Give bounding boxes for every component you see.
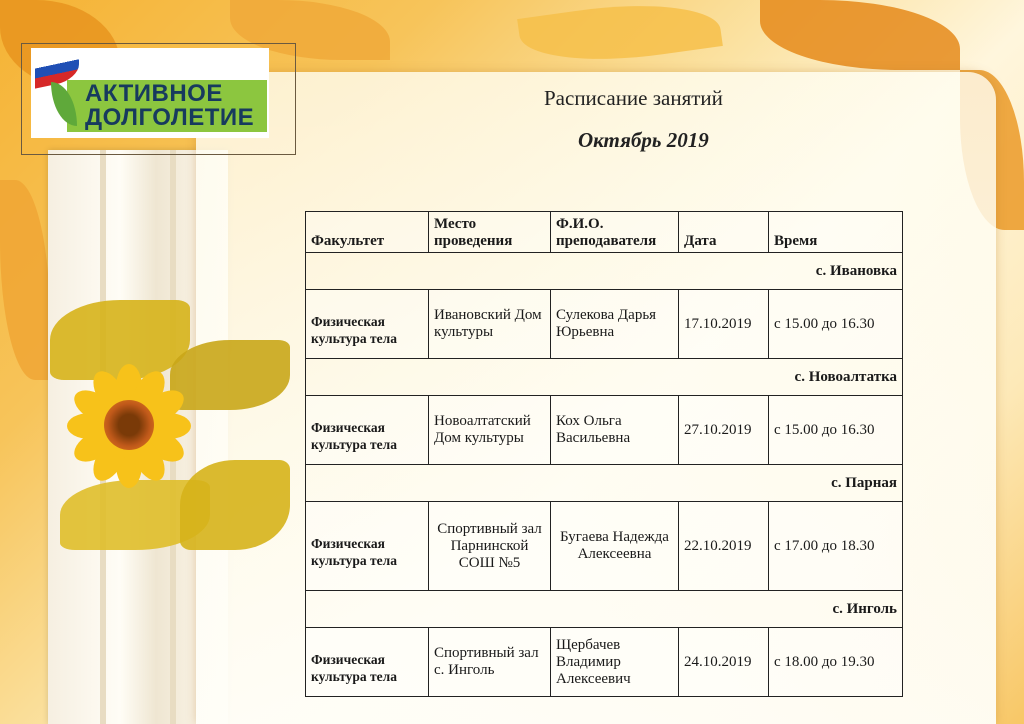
cell-time: с 18.00 до 19.30 [769,628,903,697]
cell-teacher: Сулекова Дарья Юрьевна [551,290,679,359]
village-row [306,591,903,628]
cell-faculty: Физическая культура тела [306,502,429,591]
logo-line-2: ДОЛГОЛЕТИЕ [85,104,255,131]
header-date: Дата [679,212,769,253]
cell-date: 22.10.2019 [679,502,769,591]
village-row [306,359,903,396]
yellow-leaf-decoration [180,460,290,550]
logo-text [85,82,254,130]
header-faculty: Факультет [306,212,429,253]
cell-faculty: Физическая культура тела [306,396,429,465]
cell-place: Спортивный зал с. Инголь [429,628,551,697]
page-title: Расписание занятий [544,86,723,110]
cell-time: с 15.00 до 16.30 [769,290,903,359]
logo-line-1: АКТИВНОЕ [85,80,223,107]
village-row [306,465,903,502]
table-row [306,628,903,697]
cell-faculty: Физическая культура тела [306,290,429,359]
autumn-leaf-decoration [0,180,50,380]
village-name: с. Парная [306,465,903,502]
cell-teacher: Кох Ольга Васильевна [551,396,679,465]
village-row [306,253,903,290]
header-place: Место проведения [429,212,551,253]
autumn-leaf-decoration [760,0,960,70]
table-row [306,290,903,359]
village-name: с. Инголь [306,591,903,628]
cell-faculty: Физическая культура тела [306,628,429,697]
cell-date: 24.10.2019 [679,628,769,697]
village-name: с. Новоалтатка [306,359,903,396]
table-row [306,396,903,465]
table-row [306,502,903,591]
cell-time: с 15.00 до 16.30 [769,396,903,465]
cell-date: 17.10.2019 [679,290,769,359]
cell-teacher: Бугаева Надежда Алексеевна [551,502,679,591]
table-header-row [306,212,903,253]
cell-place: Новоалтатский Дом культуры [429,396,551,465]
cell-date: 27.10.2019 [679,396,769,465]
cell-time: с 17.00 до 18.30 [769,502,903,591]
logo [31,48,269,138]
page-subtitle: Октябрь 2019 [578,128,709,152]
autumn-leaf-decoration [517,0,723,74]
header-time: Время [769,212,903,253]
header-teacher: Ф.И.О. преподавателя [551,212,679,253]
schedule-table [305,211,903,697]
cell-teacher: Щербачев Владимир Алексеевич [551,628,679,697]
cell-place: Спортивный зал Парнинской СОШ №5 [429,502,551,591]
sunflower-center [104,400,154,450]
cell-place: Ивановский Дом культуры [429,290,551,359]
village-name: с. Ивановка [306,253,903,290]
yellow-leaf-decoration [170,340,290,410]
